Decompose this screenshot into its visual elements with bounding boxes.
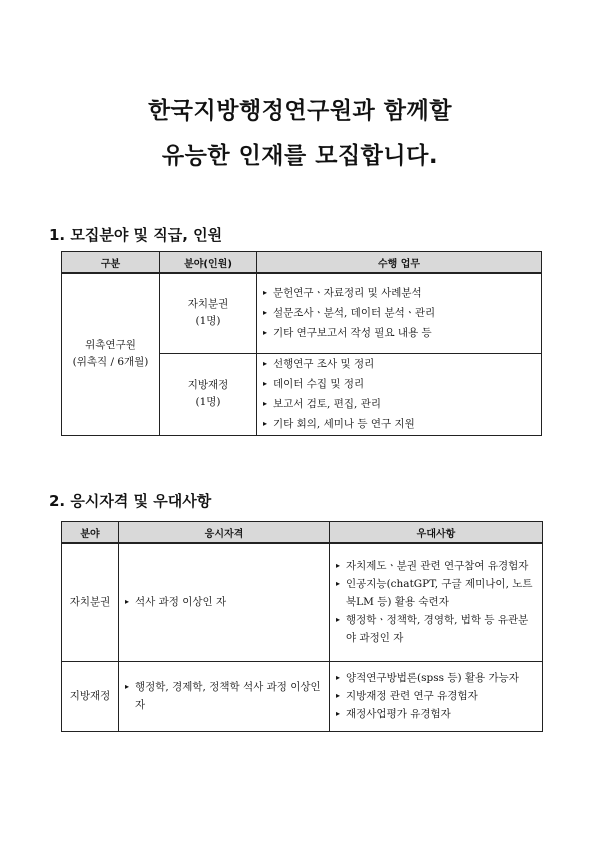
duties-cell [257,353,542,435]
qualification-cell [119,661,330,731]
table-header-row [62,252,542,274]
duty-item: ▸ 기타 회의, 세미나 등 연구 지원 [263,414,535,434]
preference-item: ▸ 자치제도ㆍ분권 관련 연구참여 유경험자 [336,557,536,575]
section2-heading: 2. 응시자격 및 우대사항 [49,492,212,510]
field-count: (1명) [195,315,221,328]
preference-item: ▸ 행정학ㆍ정책학, 경영학, 법학 등 유관분야 과정인 자 [336,611,536,647]
category-cell [62,273,160,435]
preference-item: ▸ 양적연구방법론(spss 등) 활용 가능자 [336,669,536,687]
preference-cell [330,661,543,731]
duty-item: ▸ 문헌연구ㆍ자료정리 및 사례분석 [263,283,535,303]
header-field: 분야 [62,522,119,544]
category-title: 위촉연구원 [85,339,136,352]
table-row [62,543,543,661]
table-header-row [62,522,543,544]
field-name: 자치분권 [187,298,229,311]
duties-cell [257,273,542,353]
qualification-table [61,521,543,732]
section1-heading: 1. 모집분야 및 직급, 인원 [49,226,223,244]
qualification-item: ▸ 석사 과정 이상인 자 [125,593,323,611]
field-count: (1명) [195,396,221,408]
preference-item: ▸ 인공지능(chatGPT, 구글 제미나이, 노트북LM 등) 활용 숙련자 [336,575,536,611]
duty-item: ▸ 기타 연구보고서 작성 필요 내용 등 [263,323,535,343]
duty-item: ▸ 선행연구 조사 및 정리 [263,354,535,374]
header-qualification: 응시자격 [119,522,330,544]
field-name: 지방재정 [187,379,229,391]
page-title-line2: 유능한 인재를 모집합니다. [161,143,439,169]
duty-item: ▸ 보고서 검토, 편집, 관리 [263,394,535,414]
page-title-line1: 한국지방행정연구원과 함께할 [148,98,452,124]
preference-item: ▸ 재정사업평가 유경험자 [336,705,536,723]
category-term: (위촉직 / 6개월) [72,356,149,369]
preference-item: ▸ 지방재정 관련 연구 유경험자 [336,687,536,705]
duty-item: ▸ 데이터 수집 및 정리 [263,374,535,394]
field-cell [160,353,257,435]
recruitment-table [61,251,542,436]
table-row [62,273,542,353]
qualification-item: ▸ 행정학, 경제학, 정책학 석사 과정 이상인 자 [125,678,323,714]
header-preference: 우대사항 [330,522,543,544]
duty-item: ▸ 설문조사ㆍ분석, 데이터 분석ㆍ관리 [263,303,535,323]
header-field: 분야(인원) [160,252,257,274]
field-cell [160,273,257,353]
header-category: 구분 [62,252,160,274]
preference-cell [330,543,543,661]
field-cell: 자치분권 [62,543,119,661]
qualification-cell [119,543,330,661]
header-duties: 수행 업무 [257,252,542,274]
table-row [62,661,543,731]
field-cell: 지방재정 [62,661,119,731]
